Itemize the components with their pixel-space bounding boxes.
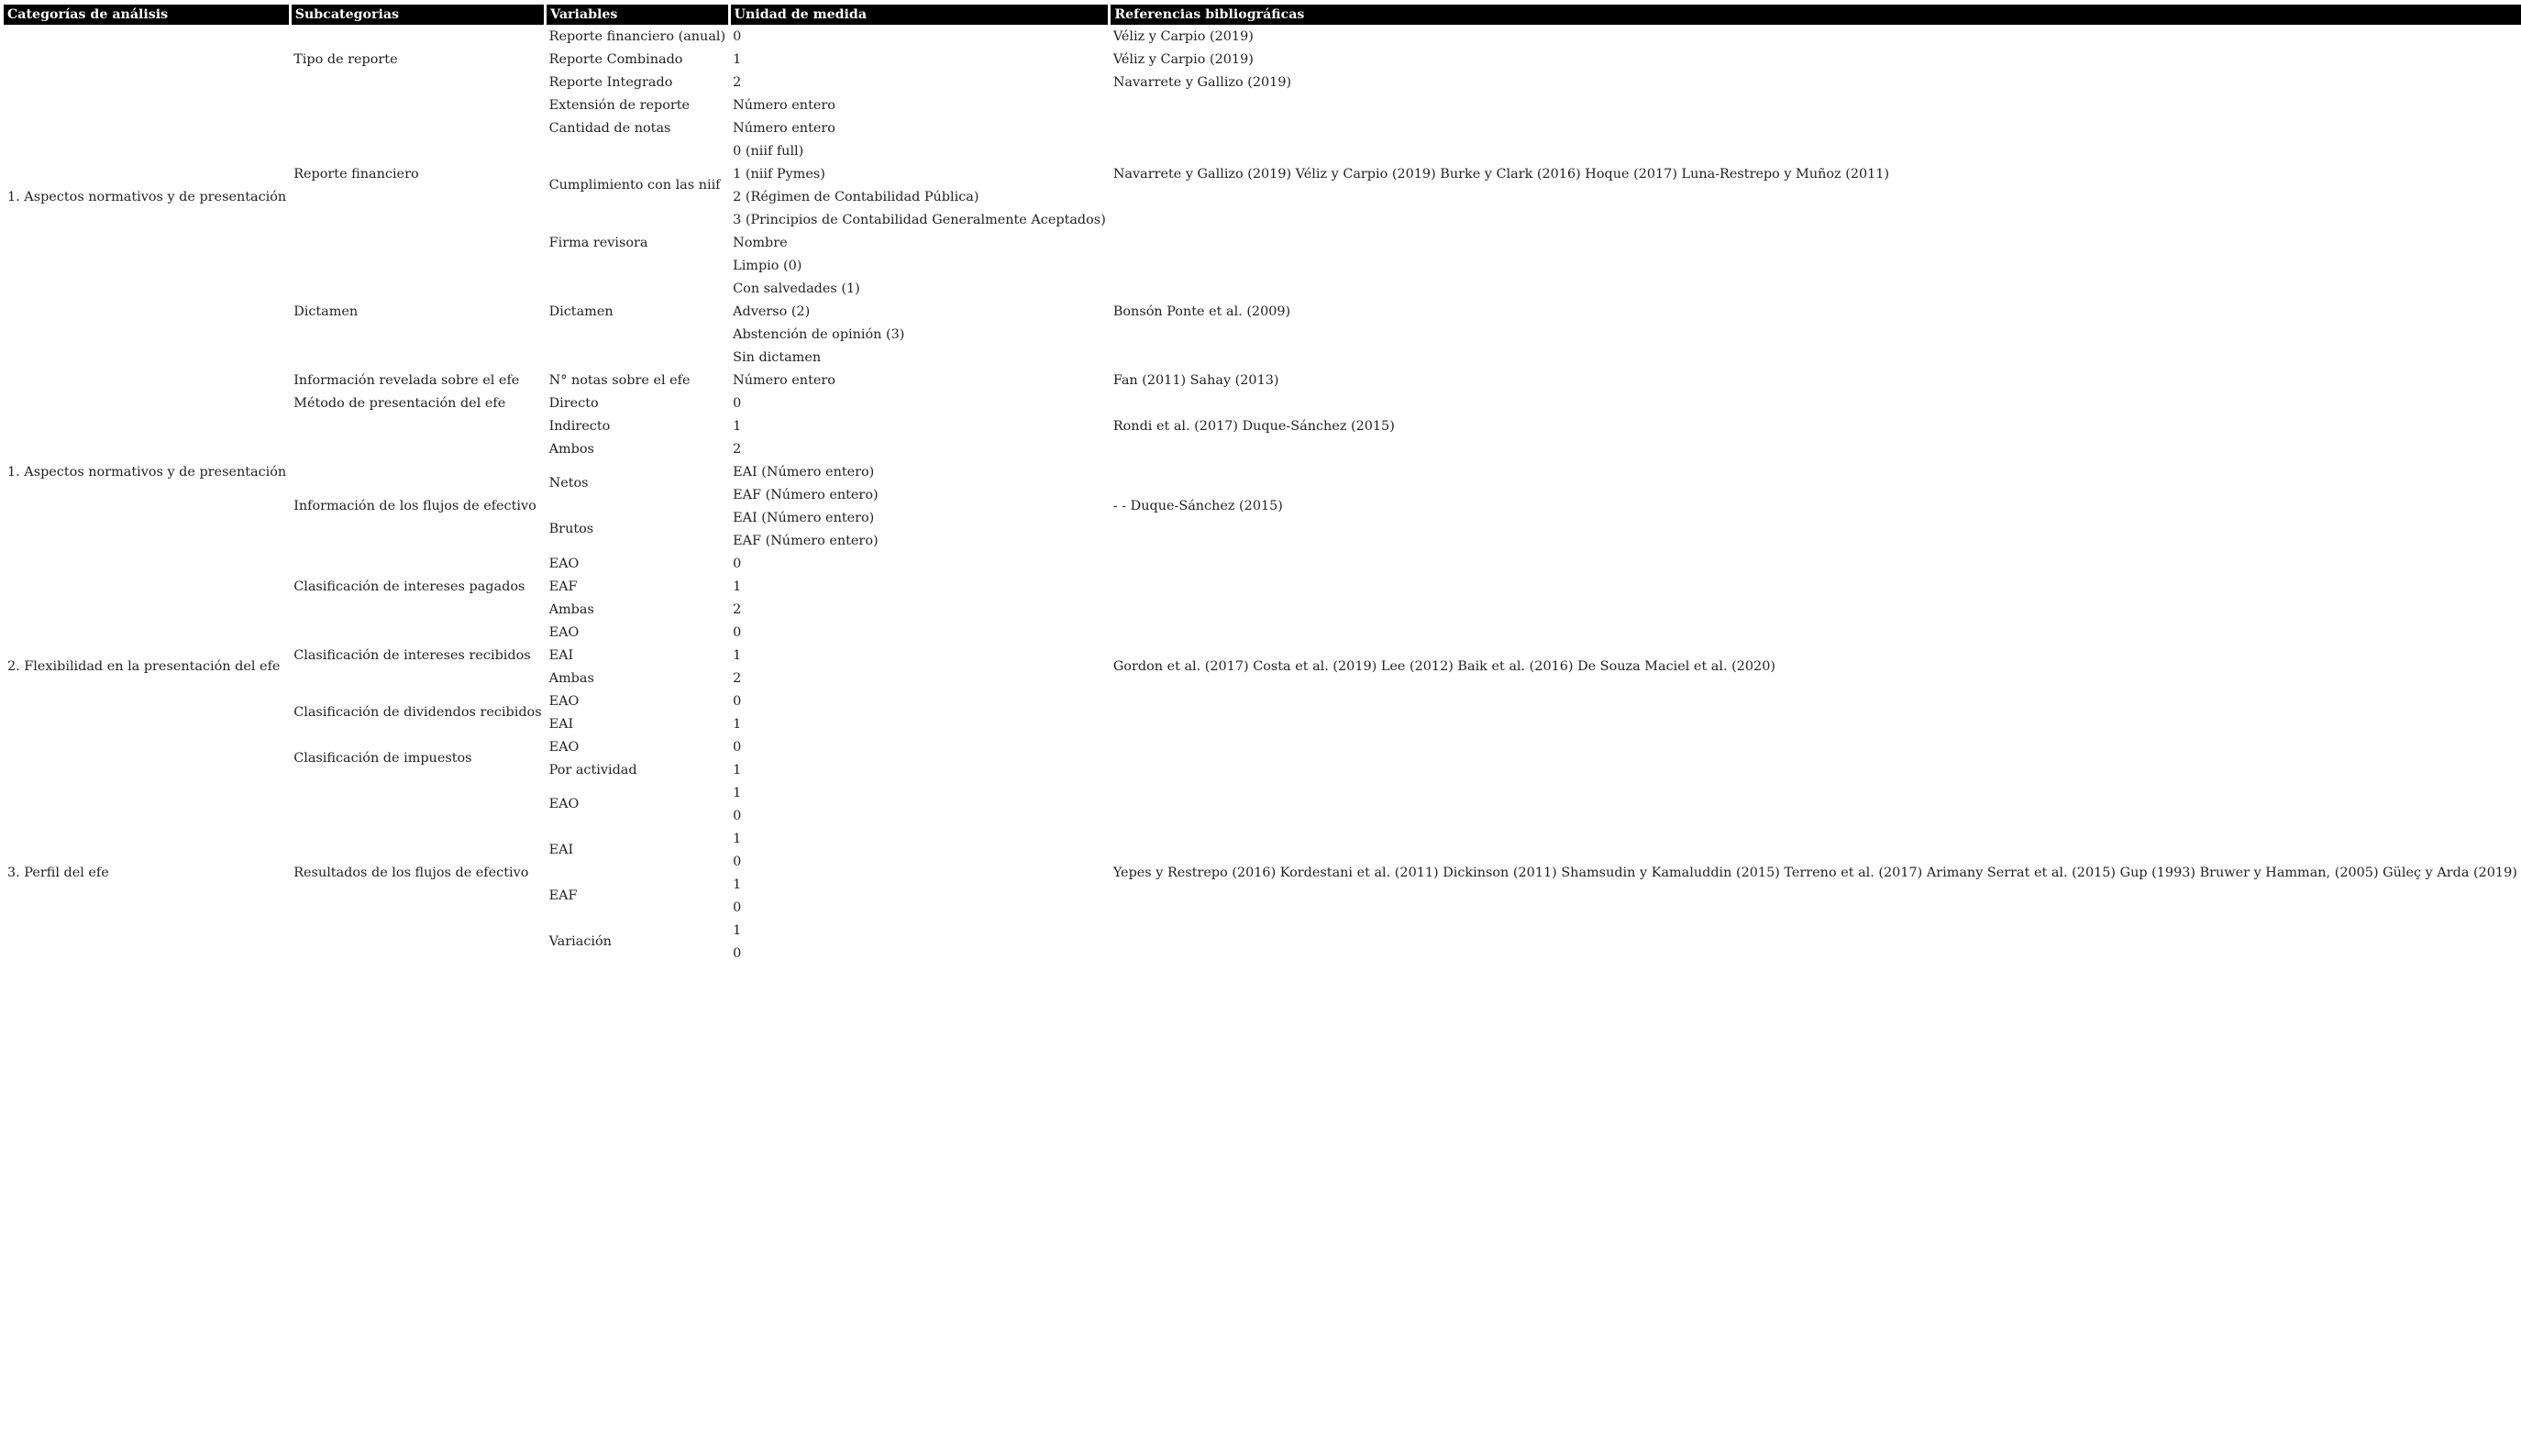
unit-cell: 3 (Principios de Contabilidad Generalmente Aceptados)	[733, 212, 1106, 227]
unit-cell: 0	[733, 899, 742, 915]
subcategory-cell: Dictamen	[293, 303, 359, 319]
unit-cell: 2	[733, 601, 742, 617]
unit-cell: Con salvedades (1)	[733, 281, 860, 296]
reference-cell: Yepes y Restrepo (2016) Kordestani et al. (2011) Dickinson (2011) Shamsudin y Kamaluddin (2015) Terreno et al. (2017) Arimany Serrat et al. (2015) Gup (1993) Bruwer y Hamman, (2005) Güleç y Arda (2019)	[1112, 866, 2517, 880]
table-row	[4, 254, 2521, 277]
category-cell: 3. Perfil del efe	[7, 866, 109, 880]
subcategory-cell	[290, 437, 545, 460]
category-cell	[4, 369, 290, 392]
unit-cell: 0	[733, 693, 742, 709]
subcategory-cell: Reporte financiero	[293, 166, 419, 182]
unit-cell: 0	[733, 624, 742, 640]
reference-cell: Bonsón Ponte et al. (2009)	[1112, 303, 1291, 319]
reference-cell: - - Duque-Sánchez (2015)	[1112, 499, 1283, 513]
variable-cell: Ambos	[548, 441, 594, 457]
table-row	[4, 369, 2521, 392]
header-variables: Variables	[546, 5, 730, 25]
reference-cell	[1110, 437, 2521, 460]
variable-cell: Dictamen	[548, 303, 614, 319]
unit-cell: Adverso (2)	[733, 303, 811, 319]
reference-cell	[1110, 392, 2521, 414]
header-row	[4, 5, 2521, 25]
subcategory-cell: Clasificación de impuestos	[293, 751, 472, 766]
variable-cell: EAO	[548, 739, 580, 755]
variable-cell: EAO	[548, 797, 580, 811]
subcategory-cell: Clasificación de intereses pagados	[293, 579, 525, 594]
unit-cell: Número entero	[733, 372, 835, 388]
variable-cell: EAF	[548, 888, 578, 903]
reference-cell: Navarrete y Gallizo (2019) Véliz y Carpio (2019) Burke y Clark (2016) Hoque (2017) Luna-Restrepo y Muñoz (2011)	[1112, 166, 1890, 182]
reference-cell: Véliz y Carpio (2019)	[1112, 51, 1254, 67]
unit-cell: 1	[733, 647, 742, 663]
unit-cell: 0	[733, 854, 742, 869]
variable-cell: Reporte financiero (anual)	[548, 28, 726, 44]
variable-cell: Netos	[548, 476, 589, 491]
variable-cell: Reporte Integrado	[548, 74, 673, 90]
variable-cell: Firma revisora	[548, 235, 648, 250]
reference-cell: Rondi et al. (2017) Duque-Sánchez (2015)	[1112, 418, 1395, 434]
unit-cell: Número entero	[733, 97, 835, 113]
unit-cell: Sin dictamen	[733, 349, 822, 365]
variable-cell: EAI	[548, 843, 574, 857]
category-cell: 1. Aspectos normativos y de presentación	[7, 189, 287, 204]
unit-cell: 1	[733, 579, 742, 594]
reference-cell: Navarrete y Gallizo (2019)	[1112, 74, 1292, 90]
header-subcategorias: Subcategorias	[290, 5, 545, 25]
unit-cell: 1	[733, 716, 742, 732]
reference-cell: Fan (2011) Sahay (2013)	[1112, 372, 1279, 388]
unit-cell: 2 (Régimen de Contabilidad Pública)	[733, 189, 979, 204]
unit-cell: 0	[733, 808, 742, 823]
unit-cell: EAF (Número entero)	[733, 487, 879, 502]
subcategory-cell: Clasificación de dividendos recibidos	[293, 705, 542, 720]
header-referencias: Referencias bibliográficas	[1110, 5, 2521, 25]
table-row	[4, 437, 2521, 460]
variable-cell: EAO	[548, 556, 580, 571]
unit-cell: 2	[733, 441, 742, 457]
unit-cell: 1	[733, 922, 742, 938]
subcategory-cell: Clasificación de intereses recibidos	[293, 647, 531, 663]
unit-cell: 1	[733, 762, 742, 778]
subcategory-cell: Resultados de los flujos de efectivo	[293, 866, 529, 880]
table-row	[4, 392, 2521, 414]
variable-cell: Cantidad de notas	[548, 120, 671, 136]
variable-cell: Cumplimiento con las niif	[548, 178, 721, 193]
variable-cell: Directo	[548, 395, 599, 411]
unit-cell: 2	[733, 670, 742, 686]
reference-cell: Véliz y Carpio (2019)	[1112, 28, 1254, 44]
category-cell: 1. Aspectos normativos y de presentación	[7, 464, 287, 480]
analysis-table	[4, 5, 2521, 965]
unit-cell: EAI (Número entero)	[733, 464, 875, 480]
table-row	[4, 25, 2521, 48]
variable-cell: Por actividad	[548, 762, 637, 778]
reference-cell: Gordon et al. (2017) Costa et al. (2019) Lee (2012) Baik et al. (2016) De Souza Maciel et al. (2020)	[1112, 659, 1775, 674]
variable-cell: Extensión de reporte	[548, 97, 691, 113]
table-row	[4, 94, 2521, 116]
unit-cell: EAI (Número entero)	[733, 510, 875, 525]
unit-cell: EAF (Número entero)	[733, 533, 879, 548]
unit-cell: 1	[733, 418, 742, 434]
unit-cell: 0	[733, 739, 742, 755]
subcategory-cell	[290, 414, 545, 437]
variable-cell: EAF	[548, 579, 578, 594]
unit-cell: Abstención de opinión (3)	[733, 326, 905, 342]
variable-cell: Variación	[548, 934, 612, 949]
table-row	[4, 552, 2521, 575]
subcategory-cell: Información de los flujos de efectivo	[293, 499, 536, 513]
variable-cell: EAO	[548, 693, 580, 709]
unit-cell: 1	[733, 877, 742, 892]
category-cell: 2. Flexibilidad en la presentación del efe	[7, 659, 281, 674]
unit-cell: 2	[733, 74, 742, 90]
unit-cell: 0	[733, 945, 742, 961]
unit-cell: 1	[733, 831, 742, 846]
subcategory-cell: Tipo de reporte	[293, 51, 398, 67]
variable-cell: EAI	[548, 647, 574, 663]
unit-cell: 0	[733, 556, 742, 571]
variable-cell: Brutos	[548, 522, 594, 536]
variable-cell: N° notas sobre el efe	[548, 372, 691, 388]
variable-cell: Ambas	[548, 601, 594, 617]
unit-cell: 1 (niif Pymes)	[733, 166, 825, 182]
header-unidad: Unidad de medida	[729, 5, 1110, 25]
unit-cell: Limpio (0)	[733, 258, 802, 273]
unit-cell: 1	[733, 51, 742, 67]
header-categorias: Categorías de análisis	[4, 5, 290, 25]
variable-cell: EAO	[548, 624, 580, 640]
unit-cell: 0	[733, 28, 742, 44]
unit-cell: Número entero	[733, 120, 835, 136]
variable-cell: Indirecto	[548, 418, 611, 434]
table-row	[4, 414, 2521, 437]
variable-cell: Reporte Combinado	[548, 51, 683, 67]
unit-cell: 0	[733, 395, 742, 411]
table-row	[4, 460, 2521, 483]
subcategory-cell: Información revelada sobre el efe	[293, 372, 520, 388]
variable-cell: EAI	[548, 716, 574, 732]
table-row	[4, 781, 2521, 804]
unit-cell: 1	[733, 785, 742, 800]
variable-cell: Ambas	[548, 670, 594, 686]
unit-cell: Nombre	[733, 235, 788, 250]
unit-cell: 0 (niif full)	[733, 143, 804, 159]
subcategory-cell: Método de presentación del efe	[293, 395, 506, 411]
